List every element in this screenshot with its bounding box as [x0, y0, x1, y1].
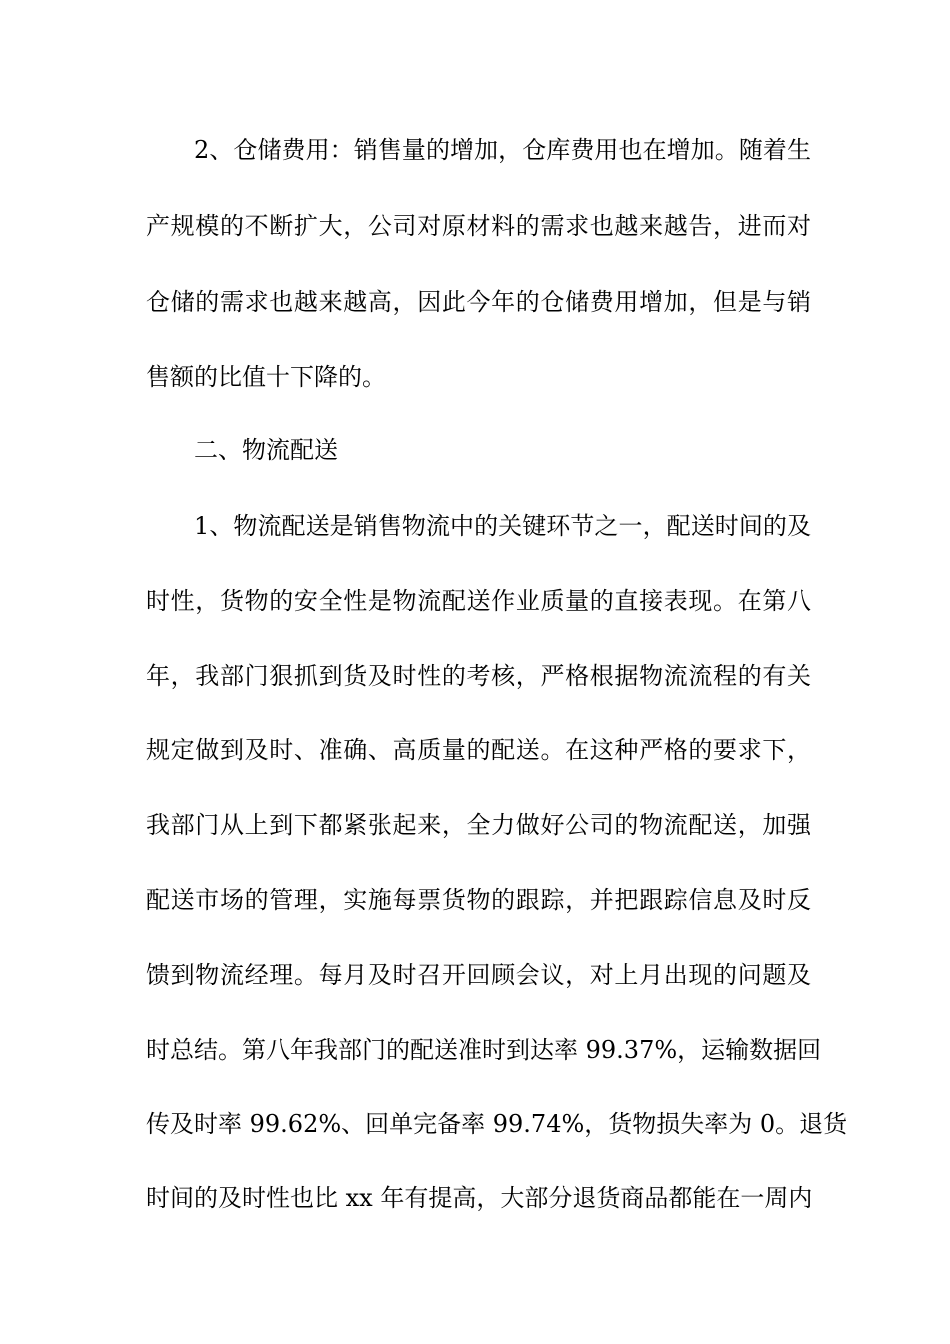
paragraph-storage-line-3: 仓储的需求也越来越高，因此今年的仓储费用增加，但是与销 [146, 288, 811, 316]
paragraph-delivery-line-5: 我部门从上到下都紧张起来，全力做好公司的物流配送，加强 [146, 811, 811, 839]
paragraph-delivery-line-8: 时总结。第八年我部门的配送准时到达率 99.37%，运输数据回 [146, 1036, 822, 1064]
section-heading-logistics: 二、物流配送 [194, 436, 338, 464]
paragraph-delivery-line-3: 年，我部门狠抓到货及时性的考核，严格根据物流流程的有关 [146, 662, 811, 690]
paragraph-delivery-line-7: 馈到物流经理。每月及时召开回顾会议，对上月出现的问题及 [146, 961, 811, 989]
paragraph-storage-line-1: 2、仓储费用：销售量的增加，仓库费用也在增加。随着生 [194, 136, 811, 164]
paragraph-delivery-line-6: 配送市场的管理，实施每票货物的跟踪，并把跟踪信息及时反 [146, 886, 811, 914]
paragraph-storage-line-4: 售额的比值十下降的。 [146, 363, 386, 391]
paragraph-delivery-line-2: 时性，货物的安全性是物流配送作业质量的直接表现。在第八 [146, 587, 811, 615]
paragraph-storage-line-2: 产规模的不断扩大，公司对原材料的需求也越来越告，进而对 [146, 212, 811, 240]
paragraph-delivery-line-1: 1、物流配送是销售物流中的关键环节之一，配送时间的及 [194, 512, 811, 540]
paragraph-delivery-line-4: 规定做到及时、准确、高质量的配送。在这种严格的要求下， [146, 736, 811, 764]
paragraph-delivery-line-10: 时间的及时性也比 xx 年有提高，大部分退货商品都能在一周内 [146, 1184, 813, 1212]
paragraph-delivery-line-9: 传及时率 99.62%、回单完备率 99.74%，货物损失率为 0。退货 [146, 1110, 848, 1138]
